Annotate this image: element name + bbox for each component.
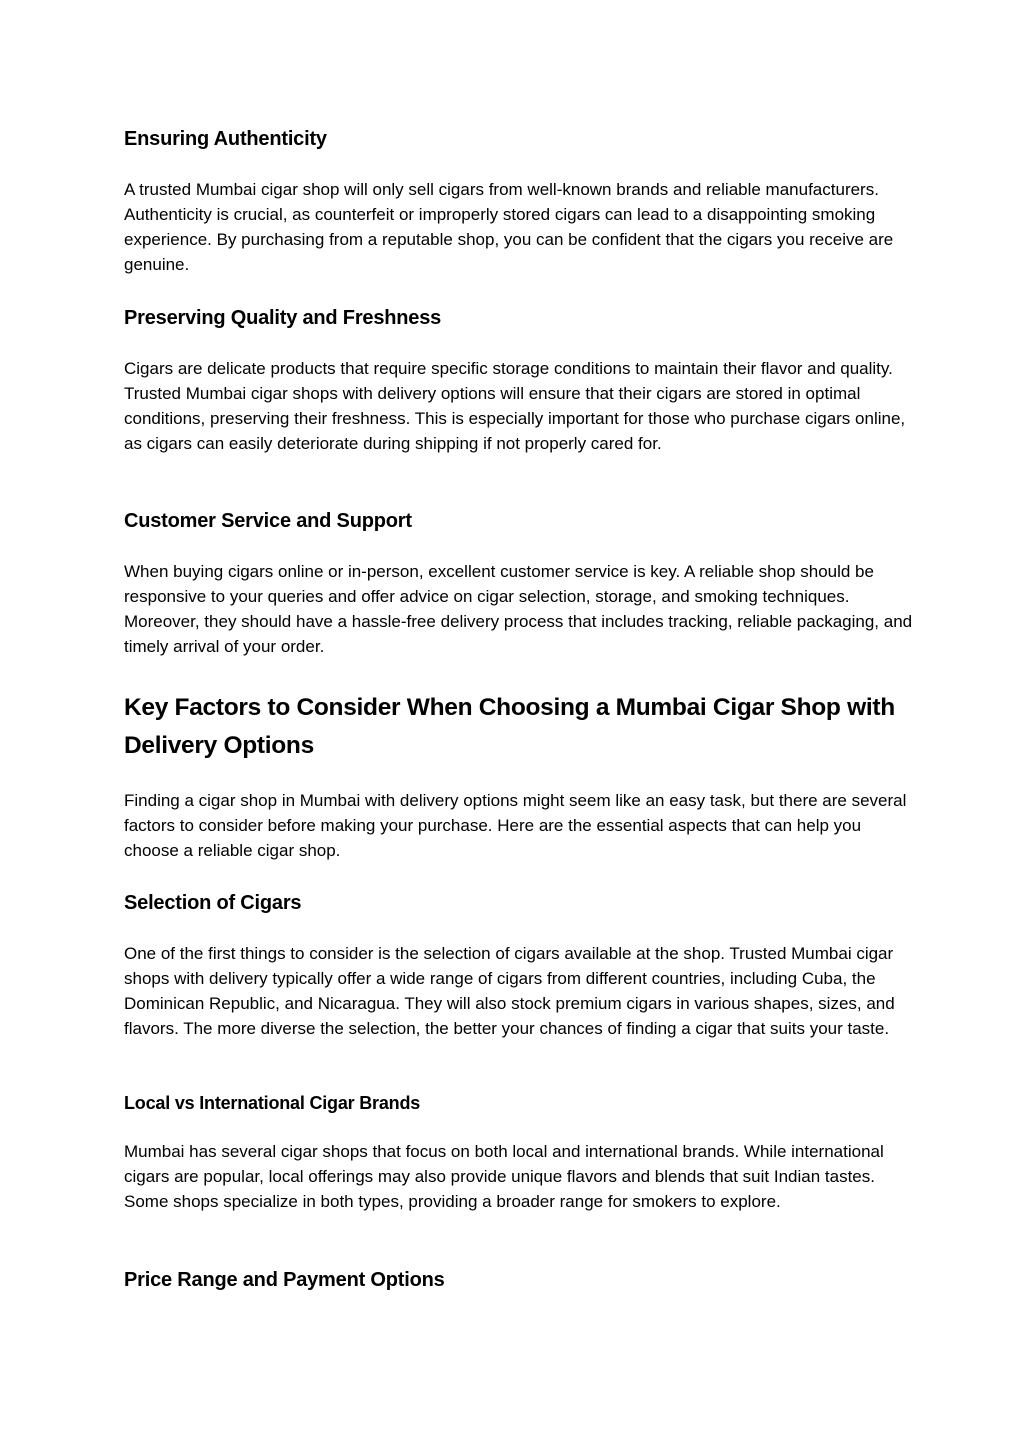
heading-local-vs-international: Local vs International Cigar Brands (124, 1093, 421, 1113)
heading-customer-service: Customer Service and Support (124, 510, 412, 532)
heading-key-factors: Key Factors to Consider When Choosing a Mumbai Cigar Shop with Delivery Options (124, 694, 895, 759)
paragraph-key-factors: Finding a cigar shop in Mumbai with delivery options might seem like an easy task, but there are several factors to consider before making your purchase. Here are the essential aspects that can help you choose a reliable cigar shop. (124, 791, 907, 860)
heading-selection-of-cigars: Selection of Cigars (124, 892, 302, 914)
heading-ensuring-authenticity: Ensuring Authenticity (124, 128, 327, 150)
paragraph-authenticity: A trusted Mumbai cigar shop will only sell cigars from well-known brands and reliable manufacturers. Authenticity is crucial, as counterfeit or improperly stored cigars can lead to a disappointing smoking experience. By purchasing from a reputable shop, you can be confident that the cigars you receive are genuine. (124, 180, 894, 274)
paragraph-customer-service: When buying cigars online or in-person, excellent customer service is key. A reliable shop should be responsive to your queries and offer advice on cigar selection, storage, and smoking techniques. Moreover, they should have a hassle-free delivery process that includes tracking, reliable packaging, and timely arrival of your order. (124, 562, 913, 656)
paragraph-local-vs-international: Mumbai has several cigar shops that focus on both local and international brands. While international cigars are popular, local offerings may also provide unique flavors and blends that suit Indian tastes. Some shops specialize in both types, providing a broader range for smokers to explore. (124, 1142, 884, 1211)
paragraph-quality: Cigars are delicate products that require specific storage conditions to maintain their flavor and quality. Trusted Mumbai cigar shops with delivery options will ensure that their cigars are stored in optimal conditions, preserving their freshness. This is especially important for those who purchase cigars online, as cigars can easily deteriorate during shipping if not properly cared for. (124, 359, 906, 453)
paragraph-selection: One of the first things to consider is the selection of cigars available at the shop. Trusted Mumbai cigar shops with delivery typically offer a wide range of cigars from different countries, including Cuba, the Dominican Republic, and Nicaragua. They will also stock premium cigars in various shapes, sizes, and flavors. The more diverse the selection, the better your chances of finding a cigar that suits your taste. (124, 944, 895, 1038)
heading-price-range: Price Range and Payment Options (124, 1269, 445, 1291)
heading-preserving-quality: Preserving Quality and Freshness (124, 307, 442, 329)
